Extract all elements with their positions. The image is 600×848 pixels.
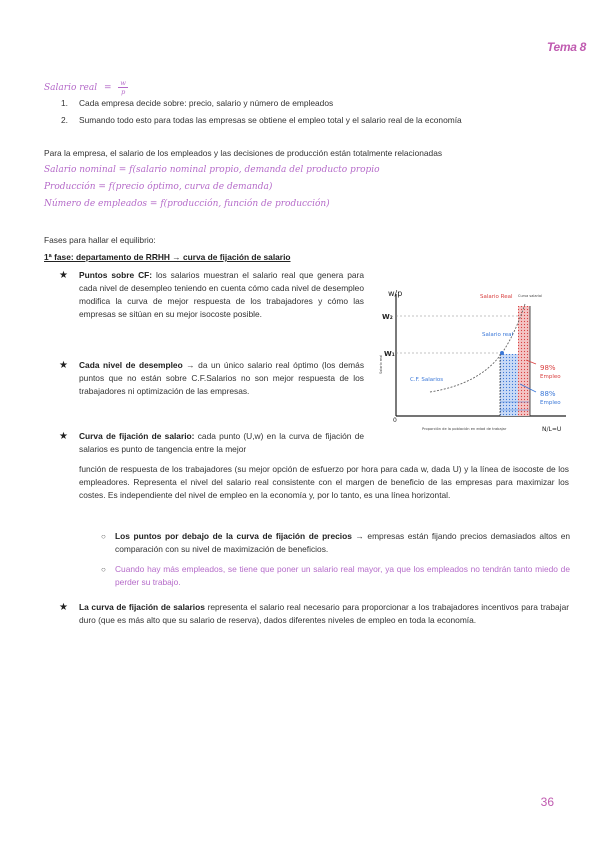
equals-sign: = — [103, 83, 112, 93]
page-number: 36 — [540, 795, 554, 809]
bullet-curva-salarios: ★ La curva de fijación de salarios representa el salario real necesario para proporcionar a los trabajadores incentivos para trabajar duro (que es más alto que su salario de reserva), dados diferentes niveles de empleo en toda la economía. — [59, 602, 570, 625]
fases-heading: Fases para hallar el equilibrio: — [44, 235, 156, 245]
curve-label: Curva salarial — [518, 294, 543, 298]
employment-region — [500, 354, 518, 416]
bullet-puntos-cf: ★ Puntos sobre CF: los salarios muestran el salario real que genera para cada nivel de desempleo teniendo en cuenta cómo cada nivel de desempleo modifica la curva de mejor respuesta de los trabajadores y cómo las empresas se sitúan en su mejor isocoste posible. — [59, 270, 365, 319]
formula-numero-empleados: Número de empleados = f(producción, función de producción) — [44, 199, 330, 209]
x-label: N/L=U — [542, 426, 562, 433]
wp-fraction — [118, 79, 128, 96]
intro-text: Para la empresa, el salario de los empleados y las decisiones de producción están totalmente relacionadas — [44, 148, 443, 158]
pct2-sub-label: Empleo — [540, 400, 561, 406]
w-lower-label: W₁ — [384, 350, 395, 358]
pct1-sub-label: Empleo — [540, 374, 561, 380]
pct1-label: 98% — [540, 364, 556, 372]
w-upper-label: W₂ — [382, 313, 393, 321]
header-title: Tema 8 — [546, 40, 586, 54]
salario-real-mid-label: Salario real — [482, 332, 514, 338]
salario-real-formula — [44, 79, 128, 96]
list-item: 2. Sumando todo esto para todas las empresas se obtiene el empleo total y el salario real de la economía — [61, 115, 462, 125]
pct2-label: 88% — [540, 390, 556, 398]
origin-label: 0 — [393, 417, 397, 424]
bullet-curva-fijacion: ★ Curva de fijación de salario: cada punto (U,w) en la curva de fijación de salarios es punto de tangencia entre la mejor — [59, 431, 365, 454]
equilibrium-point — [500, 351, 504, 355]
x-axis-caption: Proporción de la población en edad de trabajar — [422, 427, 507, 431]
fraction-numerator: w — [120, 79, 126, 87]
bullet-nivel-desempleo: ★ Cada nivel de desempleo → da un único salario real óptimo (los demás puntos que no están sobre C.F.Salarios no son mejor respuesta de los trabajadores ni optimización de las empresas. — [59, 360, 365, 396]
fraction-denominator: p — [121, 88, 126, 96]
cf-salarios-label: C.F. Salarios — [410, 377, 444, 383]
sub-bullet-empleados: ○ Cuando hay más empleados, se tiene que poner un salario real mayor, ya que los empleados no tendrán tanto miedo de perder su trabajo. — [101, 564, 570, 587]
sub-bullet-precios: ○ Los puntos por debajo de la curva de fijación de precios → empresas están fijando precios demasiados altos en comparación con su nivel de maximización de beneficios. — [101, 531, 571, 554]
y-label: w/p — [388, 289, 403, 298]
formula-produccion: Producción = f(precio óptimo, curva de demanda) — [44, 182, 273, 192]
list-item: 1. Cada empresa decide sobre: precio, salario y número de empleados — [61, 98, 334, 108]
formula-salario-nominal: Salario nominal = f(salario nominal propio, demanda del producto propio — [44, 165, 380, 175]
wage-setting-figure — [370, 284, 575, 439]
bullet-curva-fijacion-cont: función de respuesta de los trabajadores (su mejor opción de esfuerzo por hora para cada w, dada U) y la línea de isocoste de los empleadores. Representa el nivel del salario real consistente con el margen de beneficio de las empresas para maximizar los costes. Es independiente del nivel de empleo en la economía y, por lo tanto, es una línea horizontal. — [79, 464, 569, 500]
y-axis-caption: Salario real — [379, 354, 383, 374]
fase1-heading: 1ª fase: departamento de RRHH → curva de fijación de salario — [44, 252, 291, 262]
salario-real-label: Salario real — [44, 83, 98, 93]
salario-real-top-label: Salario Real — [480, 294, 513, 300]
